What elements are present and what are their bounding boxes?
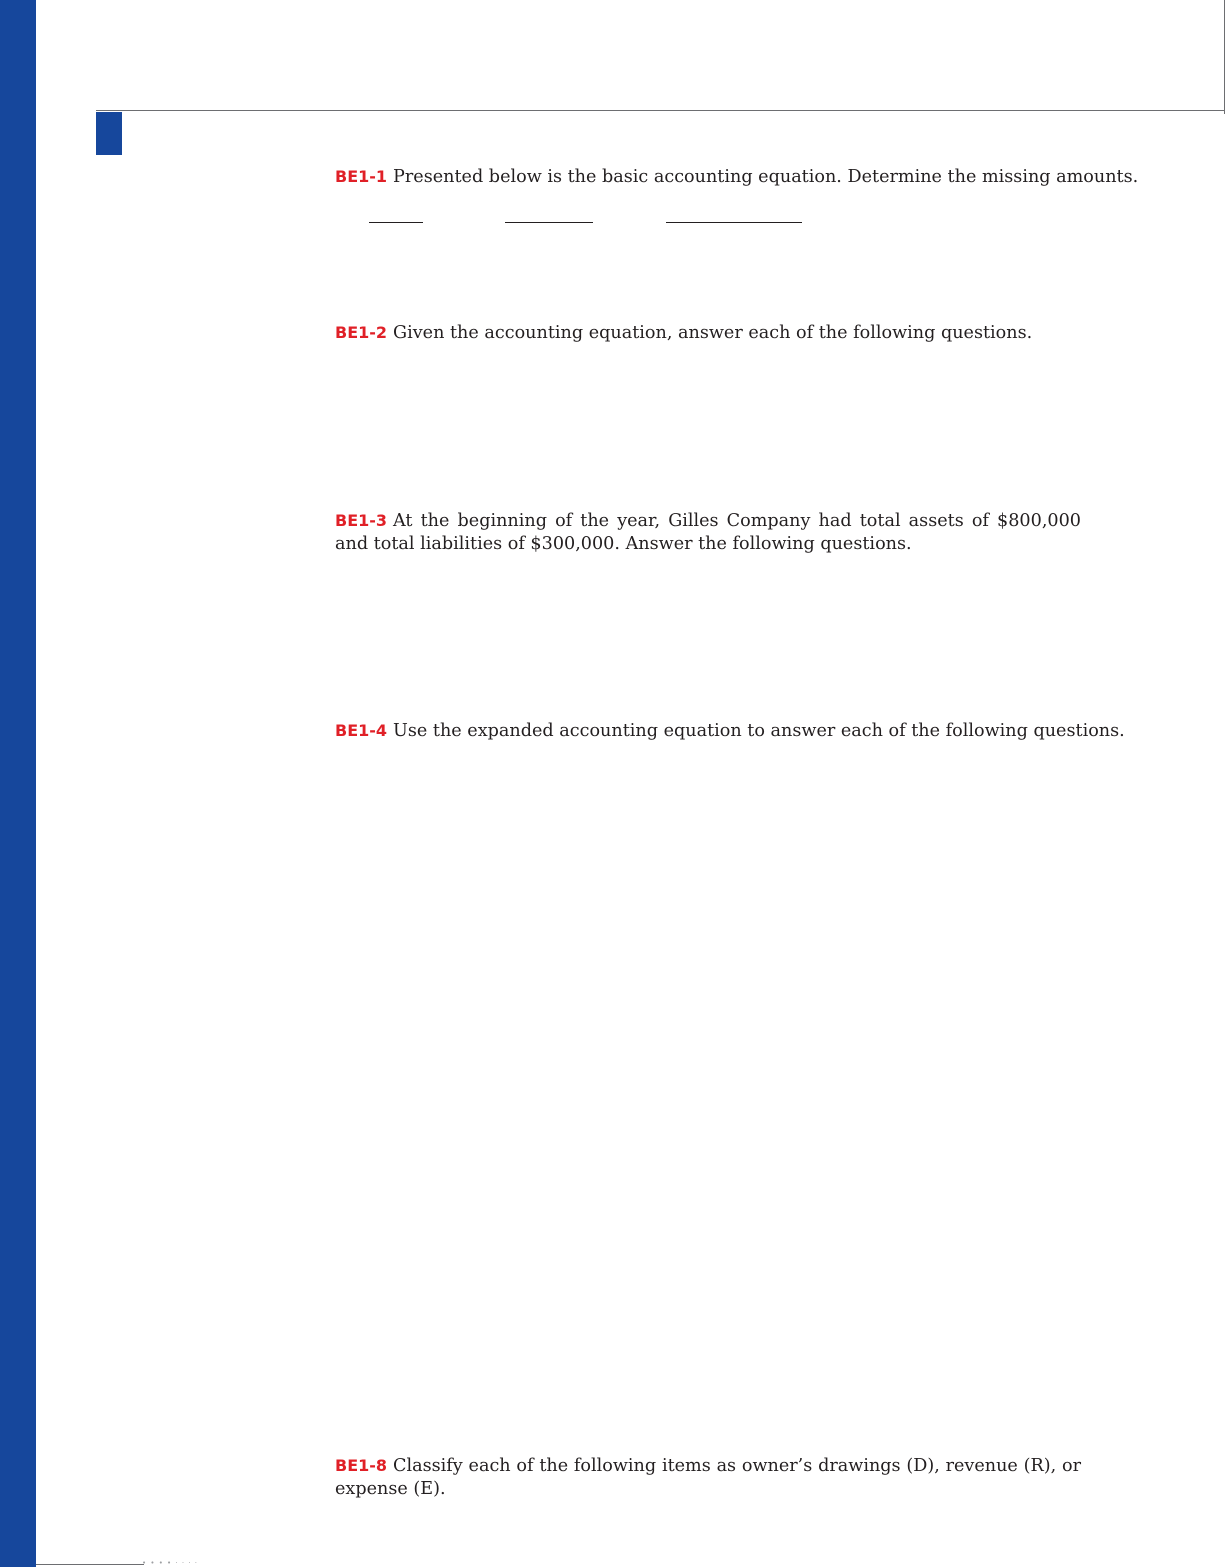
exercise-text: Presented below is the basic accounting equation. Determine the missing amounts. [393,167,1139,187]
exercise-label: BE1-4 [335,721,388,740]
exercise-be1-4 [335,719,1125,743]
exercise-label: BE1-1 [335,167,388,186]
header-rule [96,110,1225,111]
exercise-text: Classify each of the following items as owner’s drawings (D), revenue (R), or expense (E). [335,1456,1081,1499]
footer-rule [36,1564,144,1565]
answer-blank-liabilities[interactable] [505,222,593,223]
exercise-be1-3 [335,509,1081,556]
exercise-text: Use the expanded accounting equation to answer each of the following questions. [393,721,1125,741]
exercise-label: BE1-8 [335,1456,388,1475]
exercise-label: BE1-2 [335,323,388,342]
footer-text: • • • • · · · · [142,1559,198,1567]
answer-blank-owners-equity[interactable] [666,222,802,223]
exercise-text: Given the accounting equation, answer each of the following questions. [393,323,1033,343]
section-marker-block [96,112,122,155]
exercise-be1-2 [335,321,1081,345]
exercise-label: BE1-3 [335,511,388,530]
exercise-be1-8 [335,1454,1081,1501]
exercise-be1-1 [335,165,1139,189]
left-margin-stripe [0,0,36,1567]
answer-blank-assets[interactable] [369,222,423,223]
exercise-text: At the beginning of the year, Gilles Company had total assets of $800,000 and total liabilities of $300,000. Answer the following questions. [335,511,1081,554]
